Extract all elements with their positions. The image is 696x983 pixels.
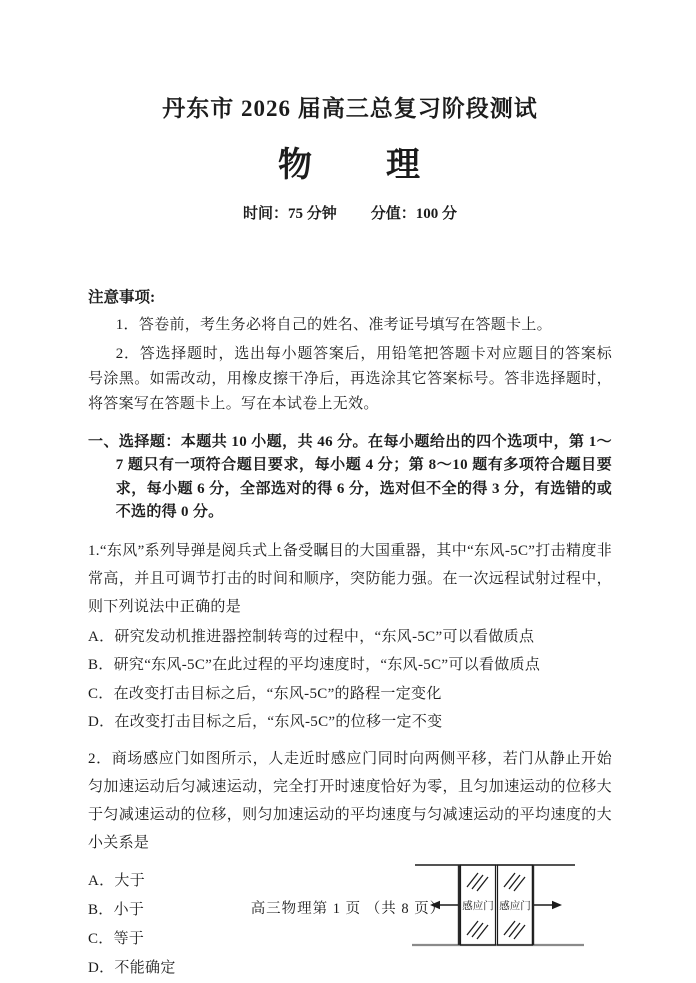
glass-hatch-icon	[504, 921, 525, 939]
question-2-option-b: B．小于	[88, 901, 145, 918]
glass-hatch-icon	[467, 873, 488, 891]
notice-section	[88, 287, 612, 417]
right-door-label: 感应门	[499, 900, 531, 912]
question-2-stem: 2．商场感应门如图所示，人走近时感应门同时向两侧平移，若门从静止开始匀加速运动后匀减速运动，完全打开时速度恰好为零，且匀加速运动的位移大于匀减速运动的位移，则匀加速运动的平均速度与匀减速运动的平均速度的大小关系是	[88, 750, 612, 851]
question-1-stem: 1.“东风”系列导弹是阅兵式上备受瞩目的大国重器，其中“东风-5C”打击精度非常高，并且可调节打击的时间和顺序，突防能力强。在一次远程试射过程中，则下列说法中正确的是	[88, 542, 612, 615]
question-2-option-c: C．等于	[88, 930, 145, 947]
question-2	[88, 745, 612, 983]
glass-hatch-icon	[467, 921, 488, 939]
page-title: 丹东市 2026 届高三总复习阶段测试	[162, 96, 538, 121]
question-1-option-b: B．研究“东风-5C”在此过程的平均速度时，“东风-5C”可以看做质点	[88, 657, 541, 674]
question-2-option-a: A．大于	[88, 872, 146, 889]
question-1-option-d: D．在改变打击目标之后，“东风-5C”的位移一定不变	[88, 714, 443, 731]
question-1-option-c: C．在改变打击目标之后，“东风-5C”的路程一定变化	[88, 685, 442, 702]
notice-item-2: 2．答选择题时，选出每小题答案后，用铅笔把答题卡对应题目的答案标号涂黑。如需改动，用橡皮擦干净后，再选涂其它答案标号。答非选择题时，将答案写在答题卡上。写在本试卷上无效。	[88, 345, 612, 412]
question-2-option-d: D．不能确定	[88, 959, 176, 976]
question-1-option-a: A．研究发动机推进器控制转弯的过程中，“东风-5C”可以看做质点	[88, 628, 535, 645]
page-footer: 高三物理第 1 页 （共 8 页）	[250, 901, 446, 917]
time-value: 时间：75 分钟	[242, 205, 337, 222]
notice-item-1: 1．答卷前，考生务必将自己的姓名、准考证号填写在答题卡上。	[115, 316, 552, 333]
notice-heading: 注意事项:	[88, 288, 156, 306]
question-2-answer-area	[88, 867, 612, 983]
glass-hatch-icon	[504, 873, 525, 891]
left-door-label: 感应门	[462, 900, 494, 912]
section-1-heading: 一、选择题：本题共 10 小题，共 46 分。在每小题给出的四个选项中，第 1～7 题只有一项符合题目要求，每小题 4 分；第 8～10 题有多项符合题目要求，每小题 6 分，全部选对的得 6 分，选对但不全的得 3 分，有选错的或不选的得 0 分。	[88, 433, 612, 521]
subject-title: 物 理	[278, 146, 422, 184]
question-1	[88, 537, 612, 737]
exam-meta	[88, 202, 612, 223]
score-value: 分值：100 分	[370, 205, 458, 222]
question-1-options	[88, 623, 612, 737]
